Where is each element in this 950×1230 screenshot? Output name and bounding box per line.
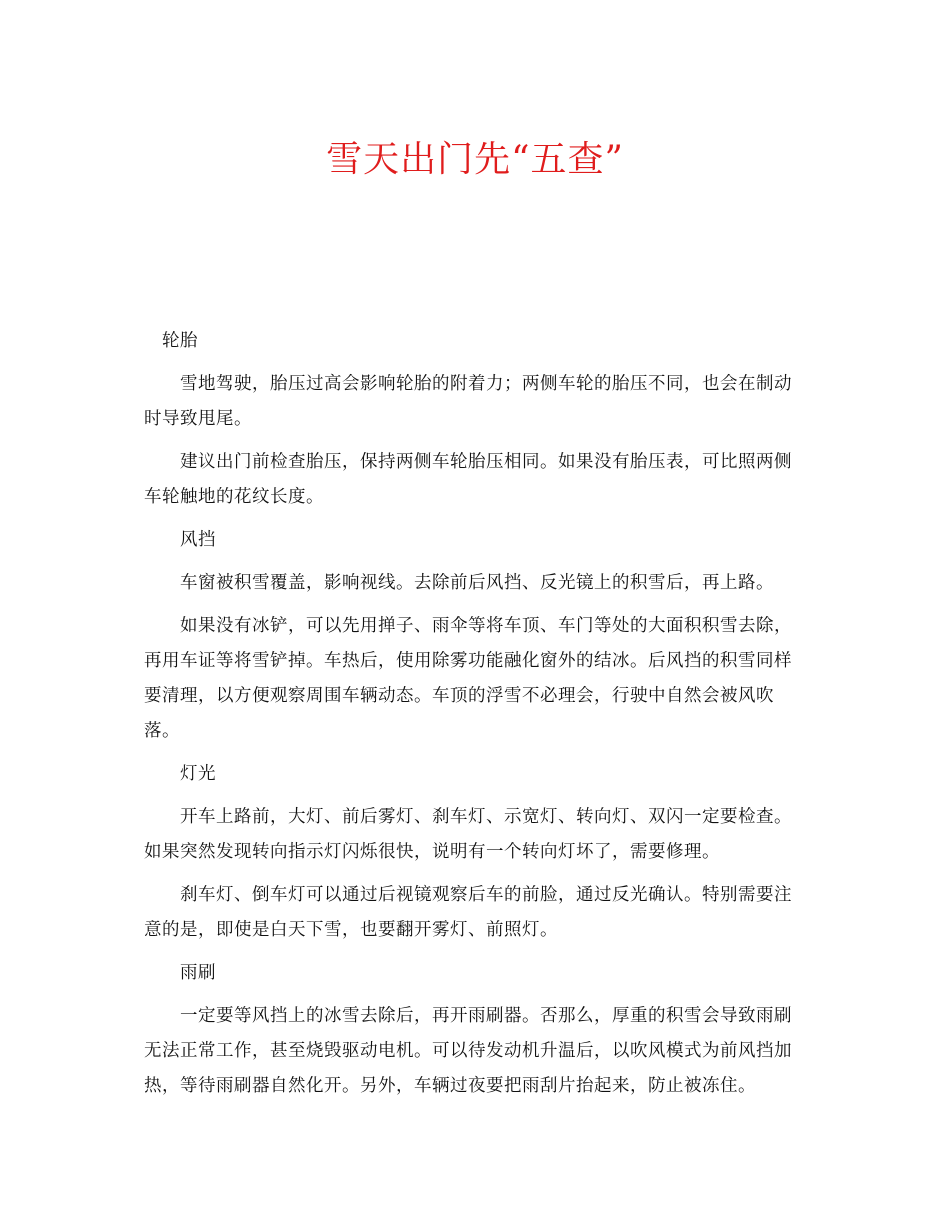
section-wipers — [144, 956, 804, 1104]
paragraph: 车窗被积雪覆盖，影响视线。去除前后风挡、反光镜上的积雪后，再上路。 — [180, 573, 774, 593]
section-heading-tires: 轮胎 — [162, 331, 198, 351]
paragraph: 开车上路前，大灯、前后雾灯、刹车灯、示宽灯、转向灯、双闪一定要检查。 如果突然发现转向指示灯闪烁很快，说明有一个转向灯坏了，需要修理。 — [144, 807, 792, 862]
paragraph: 一定要等风挡上的冰雪去除后，再开雨刷器。否那么，厚重的积雪会导致雨刷无法正常工作，甚至烧毁驱动电机。可以待发动机升温后，以吹风模式为前风挡加热，等待雨刷器自然化开。另外，车辆过夜要把雨刮片抬起来，防止被冻住。 — [144, 1006, 792, 1096]
paragraph: 刹车灯、倒车灯可以通过后视镜观察后车的前脸，通过反光确认。特别需要注意的是，即使是白天下雪，也要翻开雾灯、前照灯。 — [144, 885, 792, 940]
paragraph: 建议出门前检查胎压，保持两侧车轮胎压相同。如果没有胎压表，可比照两侧车轮触地的花纹长度。 — [144, 452, 792, 507]
section-lights — [144, 757, 804, 948]
paragraph: 雪地驾驶，胎压过高会影响轮胎的附着力；两侧车轮的胎压不同，也会在制动时导致甩尾。 — [144, 374, 792, 429]
section-heading-wipers: 雨刷 — [180, 963, 216, 983]
paragraph: 如果没有冰铲，可以先用掸子、雨伞等将车顶、车门等处的大面积积雪去除，再用车证等将雪铲掉。车热后，使用除雾功能融化窗外的结冰。后风挡的积雪同样要清理，以方便观察周围车辆动态。车顶的浮雪不必理会，行驶中自然会被风吹落。 — [144, 616, 792, 741]
section-tires — [144, 324, 804, 515]
section-heading-windshield: 风挡 — [180, 530, 216, 550]
document-title: 雪天出门先“五查” — [326, 139, 624, 180]
section-windshield — [144, 523, 804, 749]
section-heading-lights: 灯光 — [180, 764, 216, 784]
document-body — [144, 324, 804, 1112]
